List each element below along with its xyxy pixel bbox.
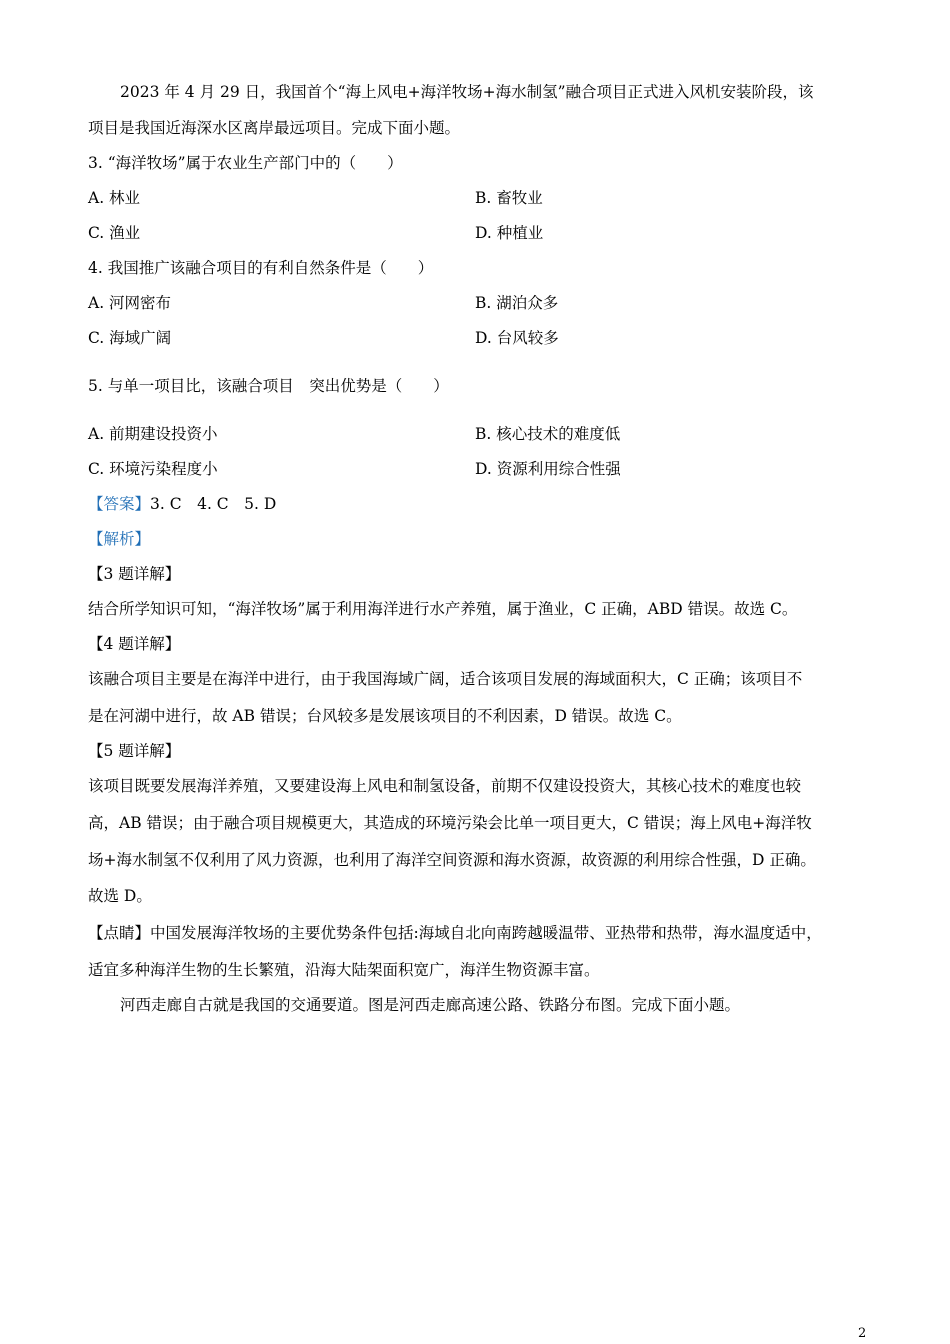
detail-5-line-4: 故选 D。 <box>88 887 152 905</box>
detail-4-line-2: 是在河湖中进行，故 AB 错误；台风较多是发展该项目的不利因素，D 错误。故选 C。 <box>88 707 682 725</box>
dianjing-line-2: 适宜多种海洋生物的生长繁殖，沿海大陆架面积宽广，海洋生物资源丰富。 <box>88 961 600 979</box>
detail-5-line-1: 该项目既要发展海洋养殖，又要建设海上风电和制氢设备，前期不仅建设投资大，其核心技术的难度也较 <box>88 777 802 795</box>
page-number: 2 <box>858 1326 867 1341</box>
question-4-option-d: D. 台风较多 <box>475 329 559 347</box>
question-4-option-b: B. 湖泊众多 <box>475 294 559 312</box>
question-3-stem: 3. “海洋牧场”属于农业生产部门中的（ ） <box>88 154 403 172</box>
answer-text: 3. C 4. C 5. D <box>150 495 277 513</box>
analysis-tag-line <box>88 529 150 549</box>
question-4-option-c: C. 海域广阔 <box>88 329 172 347</box>
question-3-option-d: D. 种植业 <box>475 224 544 242</box>
detail-3-heading: 【3 题详解】 <box>88 565 181 583</box>
question-5-option-b: B. 核心技术的难度低 <box>475 425 621 443</box>
question-5-option-d: D. 资源利用综合性强 <box>475 460 621 478</box>
question-5-option-a: A. 前期建设投资小 <box>88 425 218 443</box>
intro-paragraph-line-2: 项目是我国近海深水区离岸最远项目。完成下面小题。 <box>88 119 461 137</box>
detail-5-heading: 【5 题详解】 <box>88 742 181 760</box>
question-3-option-c: C. 渔业 <box>88 224 141 242</box>
detail-5-line-3: 场+海水制氢不仅利用了风力资源，也利用了海洋空间资源和海水资源，故资源的利用综合性强，D 正确。 <box>88 851 816 869</box>
question-4-option-a: A. 河网密布 <box>88 294 172 312</box>
dianjing-tag: 【点睛】 <box>88 924 151 942</box>
question-4-stem: 4. 我国推广该融合项目的有利自然条件是（ ） <box>88 259 434 277</box>
analysis-tag: 【解析】 <box>88 530 151 548</box>
answer-line <box>88 494 276 514</box>
dianjing-line-1 <box>88 923 822 943</box>
detail-5-line-2: 高，AB 错误；由于融合项目规模更大，其造成的环境污染会比单一项目更大，C 错误；海上风电+海洋牧 <box>88 814 812 832</box>
detail-3-line-1: 结合所学知识可知，“海洋牧场”属于利用海洋进行水产养殖，属于渔业，C 正确，ABD 错误。故选 C。 <box>88 600 798 618</box>
dianjing-text-1: 中国发展海洋牧场的主要优势条件包括:海域自北向南跨越暖温带、亚热带和热带，海水温度适中， <box>150 924 822 942</box>
detail-4-line-1: 该融合项目主要是在海洋中进行，由于我国海域广阔，适合该项目发展的海域面积大，C 正确；该项目不 <box>88 670 803 688</box>
question-5-option-c: C. 环境污染程度小 <box>88 460 218 478</box>
intro-paragraph-line-1: 2023 年 4 月 29 日，我国首个“海上风电+海洋牧场+海水制氢”融合项目正式进入风机安装阶段，该 <box>120 83 814 101</box>
map-intro-paragraph: 河西走廊自古就是我国的交通要道。图是河西走廊高速公路、铁路分布图。完成下面小题。 <box>120 996 741 1014</box>
question-3-option-a: A. 林业 <box>88 189 141 207</box>
question-3-option-b: B. 畜牧业 <box>475 189 543 207</box>
detail-4-heading: 【4 题详解】 <box>88 635 181 653</box>
question-5-stem: 5. 与单一项目比，该融合项目 突出优势是（ ） <box>88 377 449 395</box>
answer-tag: 【答案】 <box>88 495 151 513</box>
